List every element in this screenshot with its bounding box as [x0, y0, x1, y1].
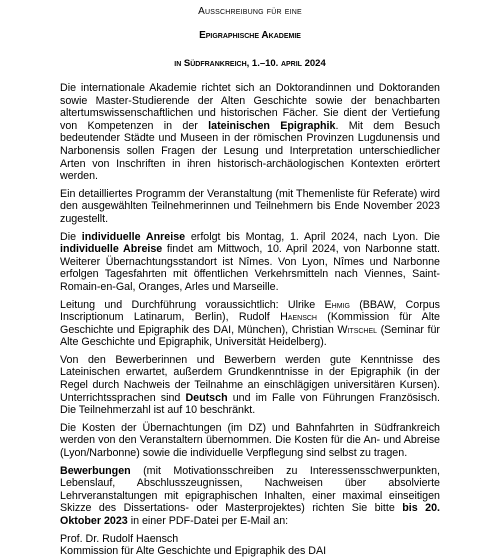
paragraph-travel: Die individuelle Anreise erfolgt bis Montag, 1. April 2024, nach Lyon. Die individuelle Abreise findet am Mittwoch, 10. April 2024, von Narbonne statt. Weiterer Übernachtungsstandort ist Nîmes. Von Lyon, Nîmes und Narbonne erfolgen Tagesfahrten mit öffentlichen Verkehrsmitteln nach Viennes, Saint-Romain-en-Gal, Oranges, Arles und Marseille.	[60, 230, 440, 293]
bold-departure: individuelle Abreise	[60, 243, 163, 256]
document-title: Epigraphische Akademie	[199, 30, 301, 41]
announcement-kicker: Ausschreibung für eine	[198, 6, 302, 17]
paragraph-application: Bewerbungen (mit Motivationsschreiben zu Interessensschwerpunkten, Lebenslauf, Abschlusszeugnissen, Nachweisen über absolvierte Lehrveranstaltungen mit epigraphischen Inhalten, einer maximal einseitigen Skizze des Dissertations- oder Masterprojektes) richten Sie bitte bis 20. Oktober 2023 in einer PDF-Datei per E-Mail an:	[60, 464, 440, 527]
address-line-1: Prof. Dr. Rudolf Haensch	[60, 532, 179, 545]
paragraph-intro: Die internationale Akademie richtet sich an Doktorandinnen und Doktoranden sowie Master-Studierende der Alten Geschichte sowie der benachbarten altertumswissenschaftlichen und historischen Fächer. Sie dient der Vertiefung von Kompetenzen in der lateinischen Epigraphik. Mit dem Besuch bedeutender Städte und Museen in der römischen Provinzen Lugdunensis und Narbonensis sollen Fragen der Lesung und Interpretation unterschiedlicher Arten von Inschriften in ihren historisch-archäologischen Kontexten erörtert werden.	[60, 82, 441, 183]
paragraph-leadership: Leitung und Durchführung voraussichtlich: Ulrike Ehmig (BBAW, Corpus Inscriptionum Latinarum, Berlin), Rudolf Haensch (Kommission für Alte Geschichte und Epigraphik des DAI, München), Christian Witschel (Seminar für Alte Geschichte und Epigraphik, Universität Heidelberg).	[60, 298, 441, 349]
bold-arrival: individuelle Anreise	[81, 230, 186, 243]
address-line-2: Kommission für Alte Geschichte und Epigraphik des DAI	[60, 545, 327, 558]
name-haensch: Haensch	[280, 311, 317, 324]
document-body	[60, 82, 440, 558]
name-ehmig: Ehmig	[324, 298, 350, 311]
bold-german: Deutsch	[185, 391, 228, 404]
paragraph-costs: Die Kosten der Übernachtungen (im DZ) und Bahnfahrten in Südfrankreich werden von den Veranstaltern übernommen. Die Kosten für die An- und Abreise (Lyon/Narbonne) sowie die individuelle Verpflegung sind selbst zu tragen.	[60, 421, 440, 460]
document-subtitle: in Südfrankreich, 1.–10. april 2024	[174, 58, 326, 69]
bold-deadline: bis 20. Oktober 2023	[60, 502, 440, 527]
paragraph-requirements: Von den Bewerberinnen und Bewerbern werden gute Kenntnisse des Lateinischen erwartet, außerdem Grundkenntnisse in der Epigraphik (in der Regel durch Nachweis der Teilnahme an einschlägigen universitären Kursen). Unterrichtssprachen sind Deutsch und im Falle von Führungen Französisch. Die Teilnehmerzahl ist auf 10 beschränkt.	[60, 353, 440, 417]
bold-latin-epigraphy: lateinischen Epigraphik	[208, 119, 336, 132]
bold-applications: Bewerbungen	[60, 464, 131, 477]
name-witschel: Witschel	[337, 323, 378, 336]
paragraph-program: Ein detailliertes Programm der Veranstaltung (mit Themenliste für Referate) wird den ausgewählten Teilnehmerinnen und Teilnehmern bis Ende November 2023 zugestellt.	[60, 187, 440, 225]
